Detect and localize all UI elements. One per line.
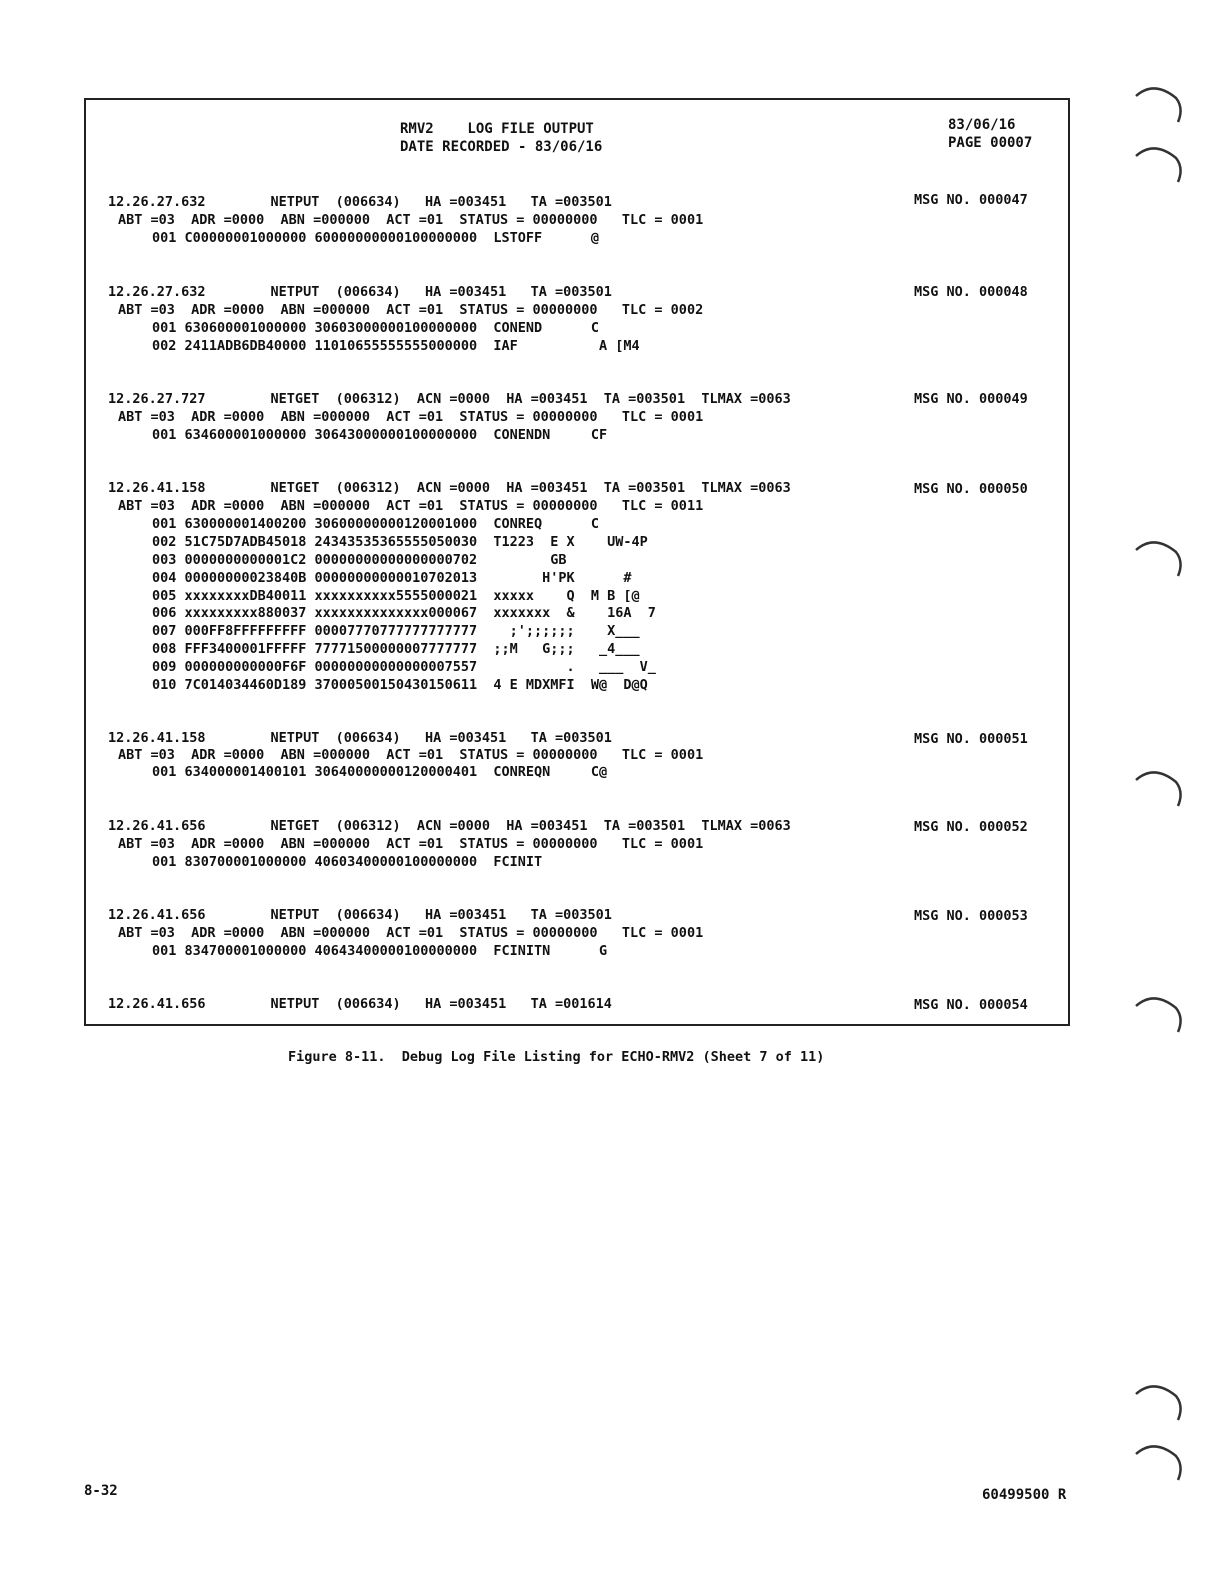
message-number: MSG NO. 000050 bbox=[914, 481, 1028, 497]
listing-title bbox=[400, 120, 602, 156]
message-number: MSG NO. 000053 bbox=[914, 908, 1028, 924]
record-data-row: 002 2411ADB6DB40000 11010655555555000000 IAF A [M4 bbox=[152, 338, 640, 354]
binder-hole-mark bbox=[1132, 1380, 1188, 1426]
header-date: 83/06/16 bbox=[948, 117, 1016, 133]
record-header: 12.26.41.158 NETGET (006312) ACN =0000 HA =003451 TA =003501 TLMAX =0063 bbox=[108, 480, 791, 496]
record-status: ABT =03 ADR =0000 ABN =000000 ACT =01 STATUS = 00000000 TLC = 0001 bbox=[118, 836, 704, 852]
header-page: PAGE 00007 bbox=[948, 135, 1033, 151]
record-data-row: 007 000FF8FFFFFFFFF 00007770777777777777 ;';;;;;; X___ bbox=[152, 623, 640, 639]
record-data-row: 001 C00000001000000 60000000000100000000 LSTOFF @ bbox=[152, 230, 600, 246]
binder-hole-mark bbox=[1132, 1440, 1188, 1486]
record-status: ABT =03 ADR =0000 ABN =000000 ACT =01 STATUS = 00000000 TLC = 0011 bbox=[118, 498, 704, 514]
title-line-2: DATE RECORDED - 83/06/16 bbox=[400, 139, 603, 155]
document-number: 60499500 R bbox=[982, 1487, 1067, 1503]
record-status: ABT =03 ADR =0000 ABN =000000 ACT =01 STATUS = 00000000 TLC = 0001 bbox=[118, 212, 704, 228]
message-number: MSG NO. 000048 bbox=[914, 284, 1028, 300]
binder-hole-mark bbox=[1132, 766, 1188, 812]
record-status: ABT =03 ADR =0000 ABN =000000 ACT =01 STATUS = 00000000 TLC = 0002 bbox=[118, 302, 704, 318]
record-header: 12.26.41.656 NETGET (006312) ACN =0000 HA =003451 TA =003501 TLMAX =0063 bbox=[108, 818, 791, 834]
page-number: 8-32 bbox=[84, 1483, 118, 1499]
message-number: MSG NO. 000054 bbox=[914, 997, 1028, 1013]
record-status: ABT =03 ADR =0000 ABN =000000 ACT =01 STATUS = 00000000 TLC = 0001 bbox=[118, 409, 704, 425]
record-data-row: 010 7C014034460D189 37000500150430150611 4 E MDXMFI W@ D@Q bbox=[152, 677, 648, 693]
listing-page-info bbox=[948, 116, 1032, 152]
binder-hole-mark bbox=[1132, 992, 1188, 1038]
record-data-row: 009 000000000000F6F 00000000000000007557 . ___ V_ bbox=[152, 659, 656, 675]
record-header: 12.26.27.727 NETGET (006312) ACN =0000 HA =003451 TA =003501 TLMAX =0063 bbox=[108, 391, 791, 407]
record-data-row: 003 0000000000001C2 00000000000000000702 GB bbox=[152, 552, 567, 568]
record-data-row: 006 xxxxxxxxx880037 xxxxxxxxxxxxxx000067 xxxxxxx & 16A 7 bbox=[152, 605, 656, 621]
record-data-row: 001 630600001000000 30603000000100000000 CONEND C bbox=[152, 320, 600, 336]
record-data-row: 001 830700001000000 40603400000100000000 FCINIT bbox=[152, 854, 543, 870]
record-status: ABT =03 ADR =0000 ABN =000000 ACT =01 STATUS = 00000000 TLC = 0001 bbox=[118, 747, 704, 763]
record-data-row: 001 634000001400101 30640000000120000401 CONREQN C@ bbox=[152, 764, 608, 780]
record-data-row: 002 51C75D7ADB45018 24343535365555050030 T1223 E X UW-4P bbox=[152, 534, 648, 550]
record-header: 12.26.41.656 NETPUT (006634) HA =003451 TA =003501 bbox=[108, 907, 612, 923]
title-line-1: RMV2 LOG FILE OUTPUT bbox=[400, 121, 594, 137]
record-data-row: 008 FFF3400001FFFFF 77771500000007777777 ;;M G;;; _4___ bbox=[152, 641, 640, 657]
record-status: ABT =03 ADR =0000 ABN =000000 ACT =01 STATUS = 00000000 TLC = 0001 bbox=[118, 925, 704, 941]
record-header: 12.26.41.158 NETPUT (006634) HA =003451 TA =003501 bbox=[108, 730, 612, 746]
message-number: MSG NO. 000052 bbox=[914, 819, 1028, 835]
record-data-row: 001 834700001000000 40643400000100000000 FCINITN G bbox=[152, 943, 608, 959]
binder-hole-mark bbox=[1132, 82, 1188, 128]
message-number: MSG NO. 000051 bbox=[914, 731, 1028, 747]
binder-hole-mark bbox=[1132, 536, 1188, 582]
message-number: MSG NO. 000049 bbox=[914, 391, 1028, 407]
record-data-row: 001 634600001000000 30643000000100000000 CONENDN CF bbox=[152, 427, 608, 443]
record-data-row: 005 xxxxxxxxDB40011 xxxxxxxxxx5555000021 xxxxx Q M B [@ bbox=[152, 588, 640, 604]
message-number: MSG NO. 000047 bbox=[914, 192, 1028, 208]
record-header: 12.26.27.632 NETPUT (006634) HA =003451 TA =003501 bbox=[108, 194, 612, 210]
binder-hole-mark bbox=[1132, 142, 1188, 188]
figure-caption: Figure 8-11. Debug Log File Listing for ECHO-RMV2 (Sheet 7 of 11) bbox=[288, 1049, 825, 1065]
record-header: 12.26.27.632 NETPUT (006634) HA =003451 TA =003501 bbox=[108, 284, 612, 300]
record-header: 12.26.41.656 NETPUT (006634) HA =003451 TA =001614 bbox=[108, 996, 612, 1012]
record-data-row: 001 630000001400200 30600000000120001000 CONREQ C bbox=[152, 516, 600, 532]
record-data-row: 004 00000000023840B 00000000000010702013 H'PK # bbox=[152, 570, 632, 586]
